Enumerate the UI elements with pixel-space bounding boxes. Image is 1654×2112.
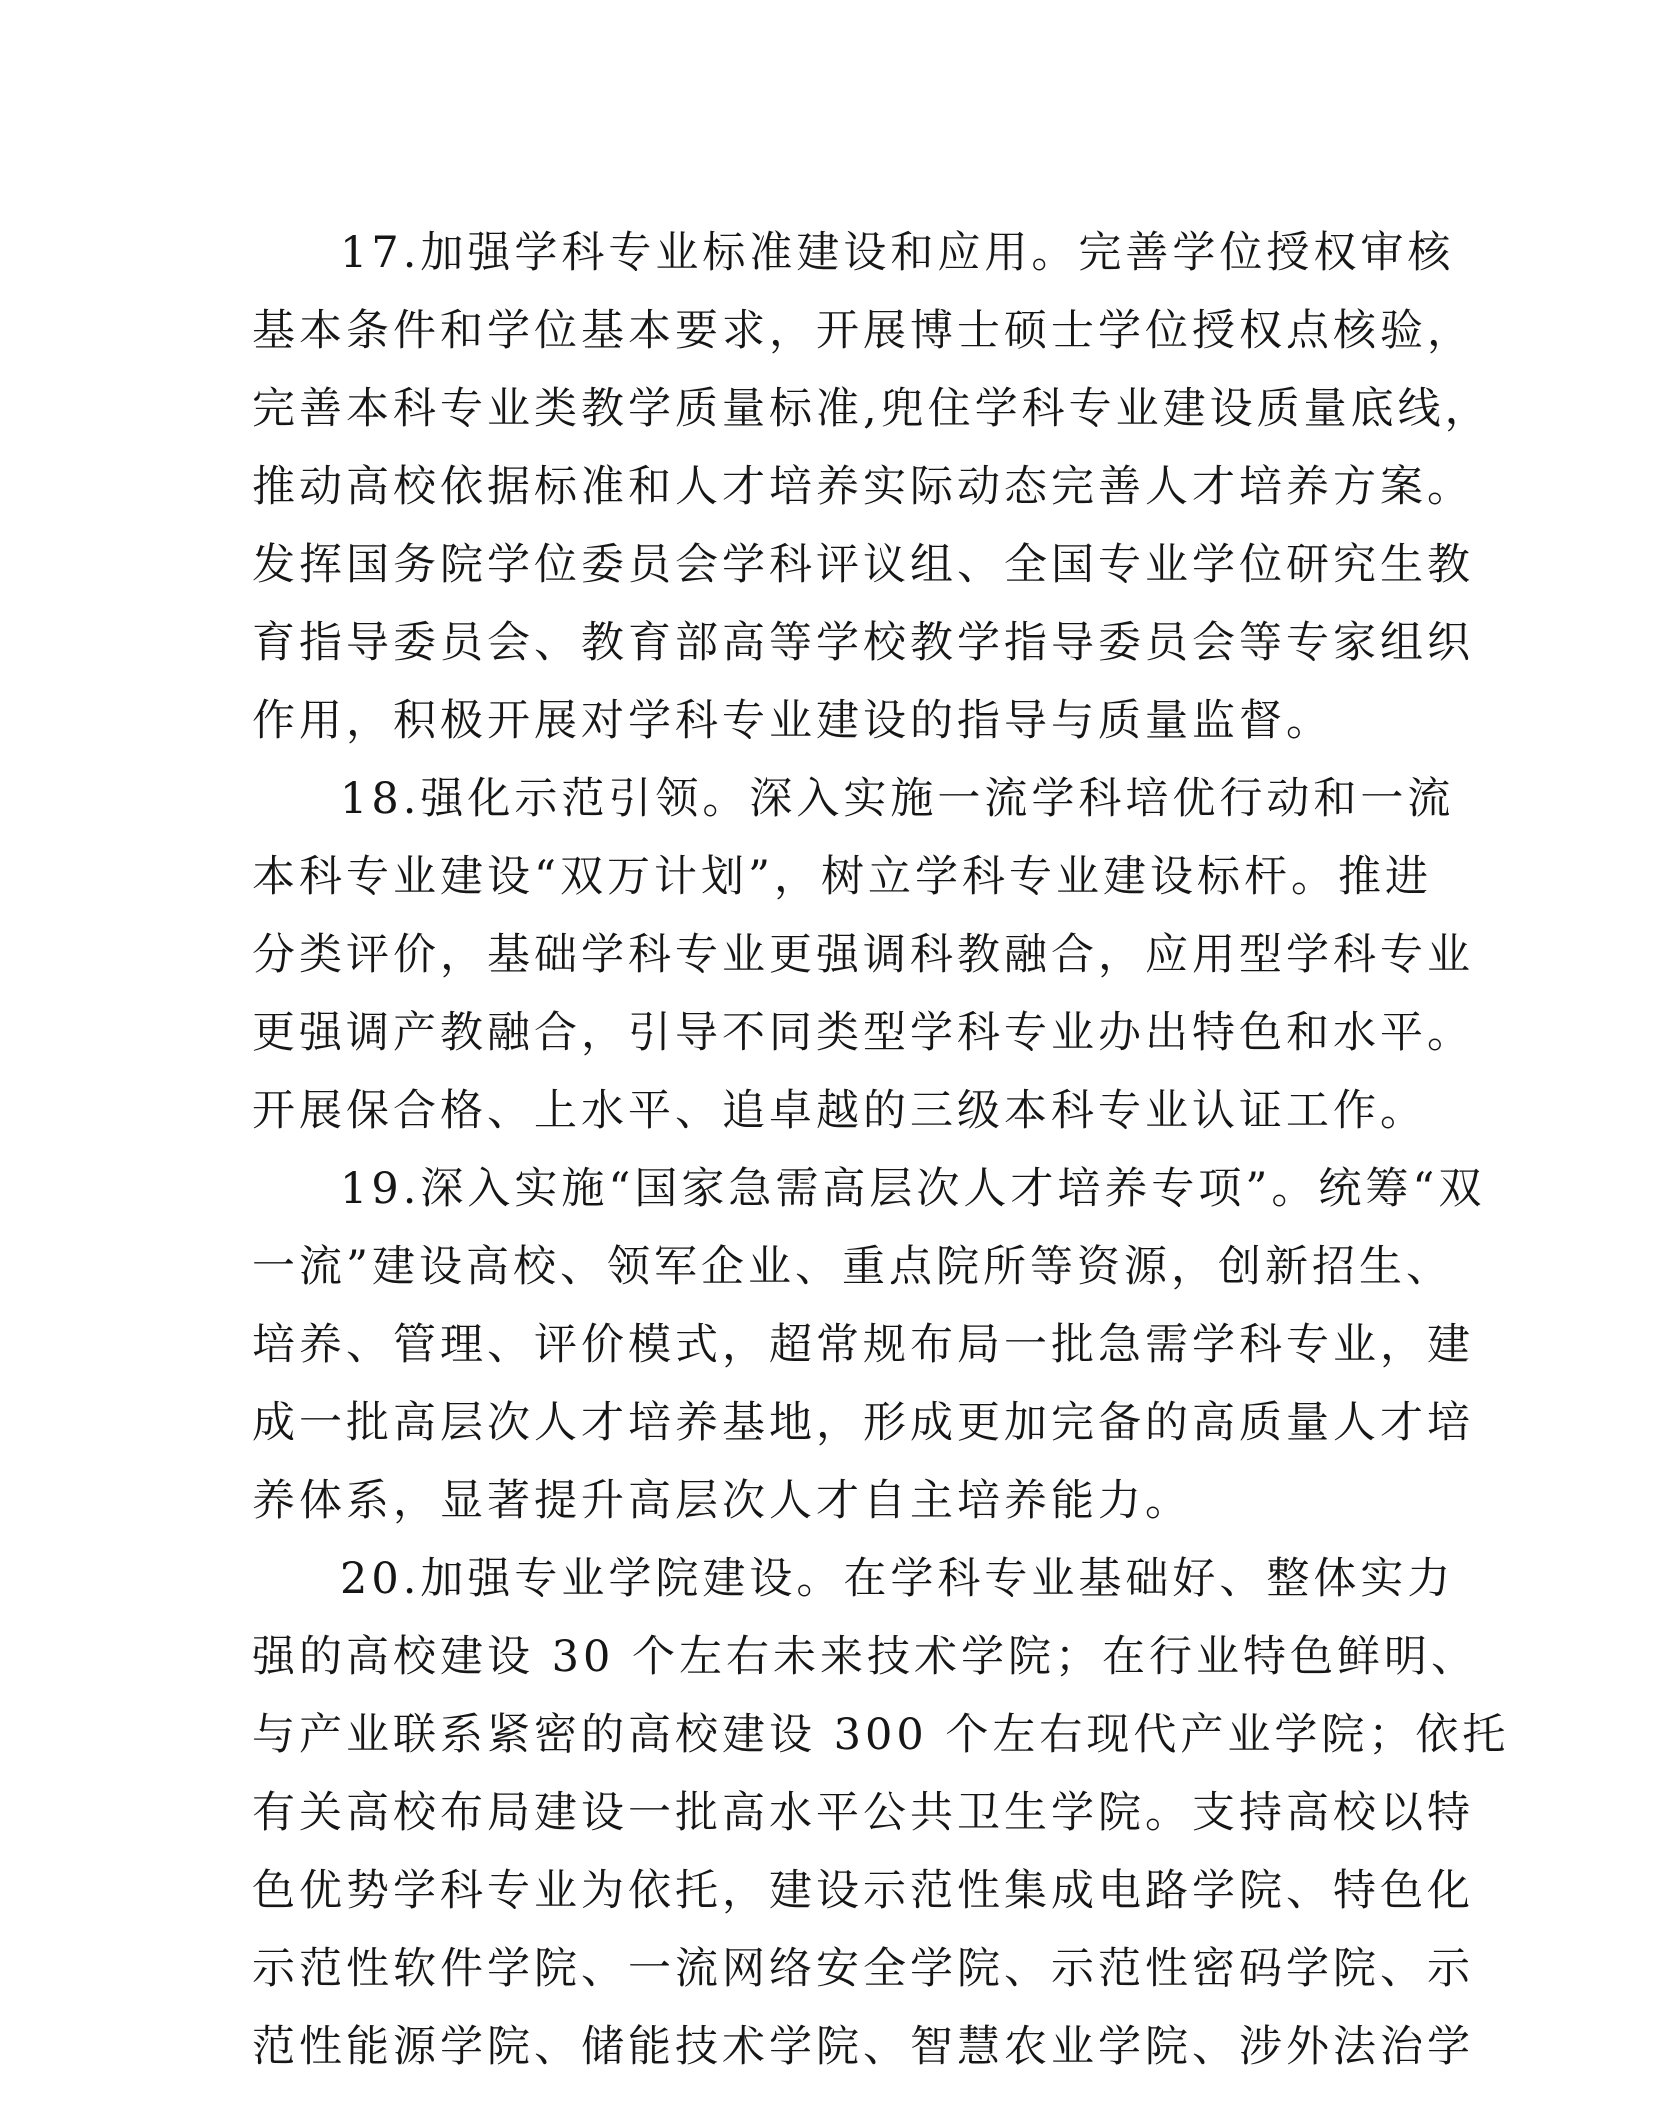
text-line: 范性能源学院、储能技术学院、智慧农业学院、涉外法治学: [252, 2022, 1474, 2072]
paragraph-19-heading-line: 19.深入实施“国家急需高层次人才培养专项”。统筹“双: [340, 1164, 1486, 1214]
document-body: [252, 214, 1512, 2086]
text-line: 分类评价，基础学科专业更强调科教融合，应用型学科专业: [252, 930, 1474, 980]
text-line: 培养、管理、评价模式，超常规布局一批急需学科专业，建: [252, 1320, 1474, 1370]
text-line: 养体系，显著提升高层次人才自主培养能力。: [252, 1476, 1192, 1526]
text-line: 成一批高层次人才培养基地，形成更加完备的高质量人才培: [252, 1398, 1474, 1448]
paragraph-20-heading-line: 20.加强专业学院建设。在学科专业基础好、整体实力: [340, 1554, 1455, 1604]
text-line: 有关高校布局建设一批高水平公共卫生学院。支持高校以特: [252, 1788, 1474, 1838]
text-line: 发挥国务院学位委员会学科评议组、全国专业学位研究生教: [252, 540, 1474, 590]
paragraph-17-heading-line: 17.加强学科专业标准建设和应用。完善学位授权审核: [340, 228, 1455, 278]
text-line: 开展保合格、上水平、追卓越的三级本科专业认证工作。: [252, 1086, 1427, 1136]
text-line: 育指导委员会、教育部高等学校教学指导委员会等专家组织: [252, 618, 1474, 668]
text-line: 基本条件和学位基本要求，开展博士硕士学位授权点核验，: [252, 306, 1474, 356]
text-line: 本科专业建设“双万计划”，树立学科专业建设标杆。推进: [252, 852, 1432, 902]
paragraph-18-heading-line: 18.强化示范引领。深入实施一流学科培优行动和一流: [340, 774, 1455, 824]
text-line: 色优势学科专业为依托，建设示范性集成电路学院、特色化: [252, 1866, 1474, 1916]
text-line: 示范性软件学院、一流网络安全学院、示范性密码学院、示: [252, 1944, 1474, 1994]
text-line: 完善本科专业类教学质量标准,兜住学科专业建设质量底线，: [252, 384, 1492, 434]
text-line: 推动高校依据标准和人才培养实际动态完善人才培养方案。: [252, 462, 1474, 512]
text-line: 作用，积极开展对学科专业建设的指导与质量监督。: [252, 696, 1333, 746]
text-line: 一流”建设高校、领军企业、重点院所等资源，创新招生、: [252, 1242, 1453, 1292]
text-line: 更强调产教融合，引导不同类型学科专业办出特色和水平。: [252, 1008, 1474, 1058]
text-line: 与产业联系紧密的高校建设 300 个左右现代产业学院；依托: [252, 1710, 1510, 1760]
text-line: 强的高校建设 30 个左右未来技术学院；在行业特色鲜明、: [252, 1632, 1479, 1682]
